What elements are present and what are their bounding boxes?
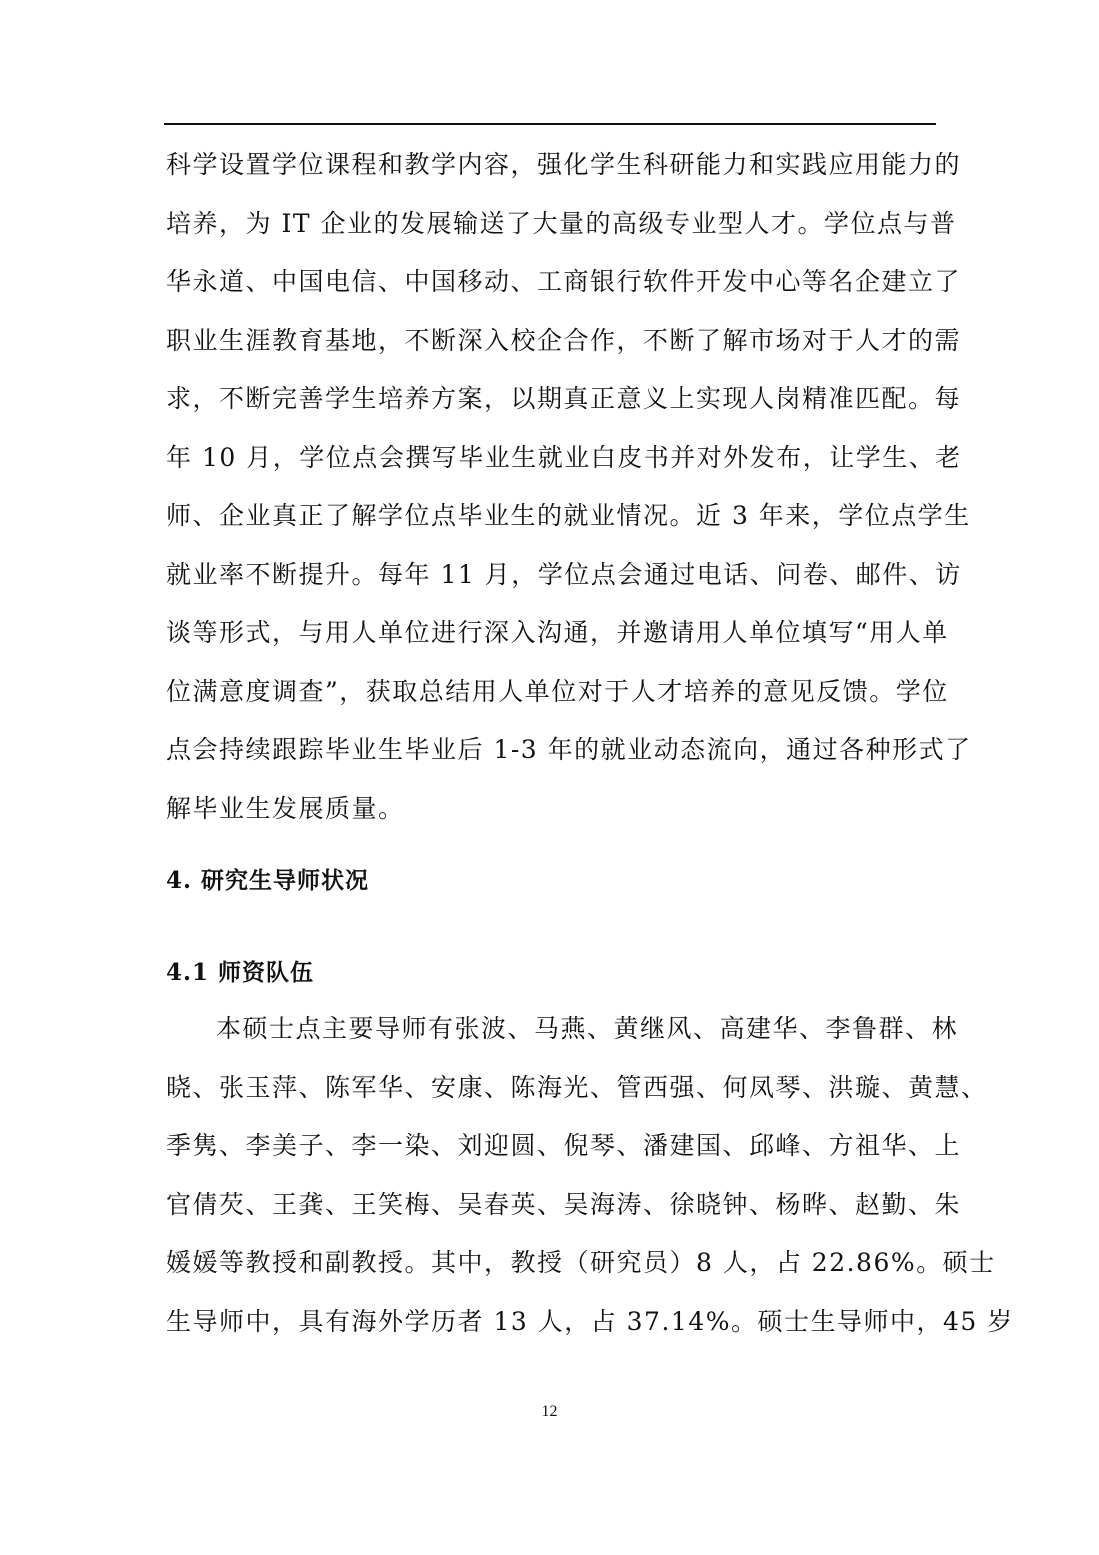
subsection-heading: 4.1 师资队伍 — [166, 959, 315, 986]
text-line: 求，不断完善学生培养方案，以期真正意义上实现人岗精准匹配。每 — [166, 384, 962, 413]
text-line: 就业率不断提升。每年 11 月，学位点会通过电话、问卷、邮件、访 — [166, 559, 962, 589]
employment-paragraph — [166, 136, 972, 838]
header-rule — [164, 123, 936, 125]
text-line: 科学设置学位课程和教学内容，强化学生科研能力和实践应用能力的 — [166, 150, 962, 179]
text-line: 位满意度调查”，获取总结用人单位对于人才培养的意见反馈。学位 — [166, 676, 949, 706]
text-line: 解毕业生发展质量。 — [166, 793, 405, 823]
section-heading: 4. 研究生导师状况 — [166, 867, 370, 894]
page-number: 12 — [541, 1403, 558, 1420]
text-line: 点会持续跟踪毕业生毕业后 1-3 年的就业动态流向，通过各种形式了 — [166, 735, 972, 764]
text-line: 谈等形式，与用人单位进行深入沟通，并邀请用人单位填写“用人单 — [166, 618, 949, 647]
text-line: 晓、张玉萍、陈军华、安康、陈海光、管西强、何凤琴、洪璇、黄慧、 — [166, 1072, 988, 1102]
text-line: 职业生涯教育基地，不断深入校企合作，不断了解市场对于人才的需 — [166, 325, 962, 355]
text-line: 年 10 月，学位点会撰写毕业生就业白皮书并对外发布，让学生、老 — [166, 442, 962, 472]
text-line: 季隽、李美子、李一染、刘迎圆、倪琴、潘建国、邱峰、方祖华、上 — [166, 1131, 962, 1160]
text-line: 生导师中，具有海外学历者 13 人，占 37.14%。硕士生导师中，45 岁 — [166, 1306, 1014, 1336]
text-line: 华永道、中国电信、中国移动、工商银行软件开发中心等名企建立了 — [166, 267, 962, 296]
text-line: 媛媛等教授和副教授。其中，教授（研究员）8 人，占 22.86%。硕士 — [166, 1248, 996, 1277]
text-line: 师、企业真正了解学位点毕业生的就业情况。近 3 年来，学位点学生 — [166, 501, 971, 530]
text-line: 本硕士点主要导师有张波、马燕、黄继风、高建华、李鲁群、林 — [216, 1014, 959, 1043]
text-line: 官倩芡、王龚、王笑梅、吴春英、吴海涛、徐晓钟、杨晔、赵勤、朱 — [166, 1189, 962, 1219]
faculty-paragraph — [166, 1000, 1014, 1351]
text-line: 培养，为 IT 企业的发展输送了大量的高级专业型人才。学位点与普 — [166, 208, 957, 238]
